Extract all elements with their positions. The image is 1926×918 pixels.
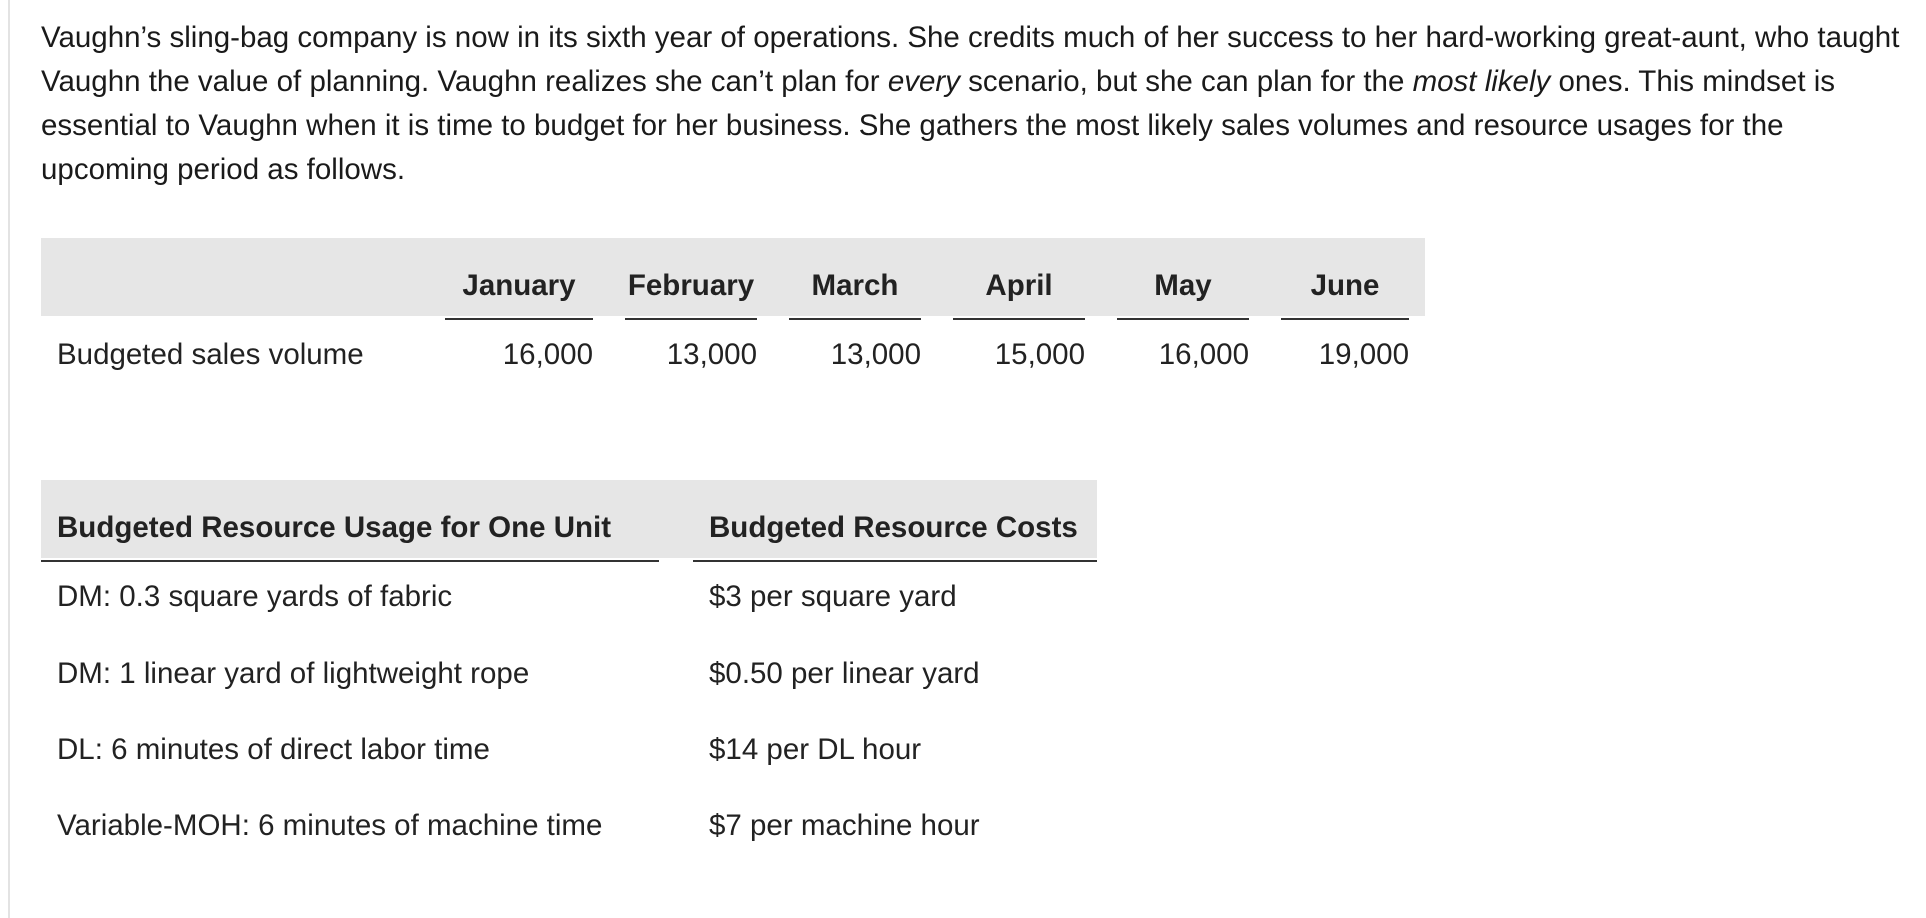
usage-cell: DL: 6 minutes of direct labor time bbox=[57, 733, 490, 766]
left-border-rule bbox=[8, 0, 10, 918]
resource-table bbox=[41, 480, 1097, 864]
intro-text-1: Vaughn’s sling-bag company is now in its sixth year of operations. She credits much of her success to her hard-working great-aunt, who taught Vaughn the value of planning. Vaughn realizes she can’t plan for bbox=[41, 21, 1900, 98]
sales-header-blank bbox=[41, 238, 429, 316]
sales-value-january: 16,000 bbox=[502, 338, 593, 371]
cost-cell: $3 per square yard bbox=[709, 580, 957, 613]
table-row bbox=[41, 788, 1097, 864]
sales-header-row bbox=[41, 238, 1425, 316]
usage-cell: DM: 0.3 square yards of fabric bbox=[57, 580, 453, 613]
month-header-may: May bbox=[1101, 238, 1265, 316]
month-header-january: January bbox=[429, 238, 609, 316]
intro-text-3: ones. This mindset is essential to Vaughn when it is time to budget for her business. She gathers the most likely sales volumes and resource usages for the upcoming period as follows. bbox=[41, 65, 1836, 186]
sales-row-label: Budgeted sales volume bbox=[57, 338, 364, 371]
sales-value-june: 19,000 bbox=[1318, 338, 1409, 371]
month-header-june: June bbox=[1265, 238, 1425, 316]
usage-cell: Variable-MOH: 6 minutes of machine time bbox=[57, 809, 603, 842]
table-row bbox=[41, 558, 1097, 636]
sales-value-may: 16,000 bbox=[1158, 338, 1249, 371]
cost-cell: $0.50 per linear yard bbox=[709, 657, 980, 690]
resource-header-row bbox=[41, 480, 1097, 558]
table-row bbox=[41, 636, 1097, 712]
month-header-february: February bbox=[609, 238, 773, 316]
month-header-march: March bbox=[773, 238, 937, 316]
intro-text-2: scenario, but she can plan for the bbox=[959, 65, 1413, 98]
intro-paragraph bbox=[41, 16, 1911, 192]
table-row bbox=[41, 712, 1097, 788]
sales-value-april: 15,000 bbox=[994, 338, 1085, 371]
problem-content bbox=[41, 16, 1911, 842]
sales-value-february: 13,000 bbox=[666, 338, 757, 371]
table-row bbox=[41, 316, 1425, 394]
sales-value-march: 13,000 bbox=[830, 338, 921, 371]
resource-cost-header: Budgeted Resource Costs bbox=[693, 480, 1097, 558]
month-header-april: April bbox=[937, 238, 1101, 316]
usage-cell: DM: 1 linear yard of lightweight rope bbox=[57, 657, 530, 690]
intro-emphasis-every: every bbox=[887, 65, 960, 98]
cost-cell: $14 per DL hour bbox=[709, 733, 922, 766]
resource-usage-header: Budgeted Resource Usage for One Unit bbox=[41, 480, 693, 558]
sales-volume-table bbox=[41, 238, 1425, 394]
intro-emphasis-most-likely: most likely bbox=[1412, 65, 1551, 98]
cost-cell: $7 per machine hour bbox=[709, 809, 980, 842]
